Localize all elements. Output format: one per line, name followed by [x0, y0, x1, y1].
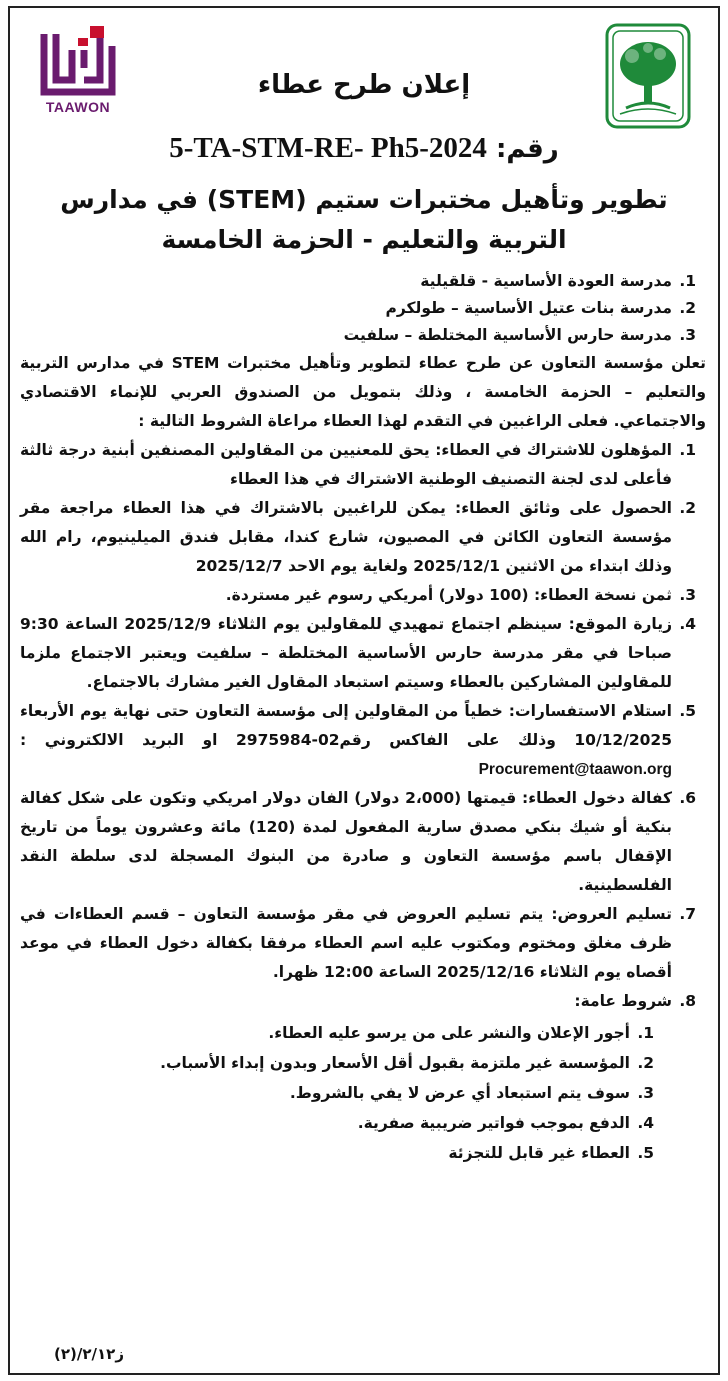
list-item — [20, 987, 674, 1168]
tender-headline — [30, 180, 698, 260]
list-item: 2. المؤسسة غير ملتزمة بقبول أقل الأسعار وبدون إبداء الأسباب. — [20, 1048, 632, 1078]
ref-code: 5-TA-STM-RE- Ph5-2024 — [169, 132, 487, 164]
list-item: 3. مدرسة حارس الأساسية المختلطة – سلفيت — [20, 322, 674, 349]
page-title: إعلان طرح عطاء — [257, 70, 471, 100]
conditions-list — [20, 436, 706, 1168]
announcement-frame — [8, 6, 720, 1375]
list-item — [20, 697, 674, 784]
list-item: 3. ثمن نسخة العطاء: (100 دولار) أمريكي رسوم غير مستردة. — [20, 581, 674, 610]
ref-label: رقم: — [495, 134, 559, 164]
email-link[interactable]: Procurement@taawon.org — [478, 761, 672, 778]
announcement-body — [20, 268, 706, 1168]
list-item: 1. المؤهلون للاشتراك في العطاء: يحق للمعنيين من المقاولين المصنفين أبنية درجة ثالثة فأعلى لدى لجنة التصنيف الوطنية الاشتراك في هذا العطاء — [20, 436, 674, 494]
ministry-emblem-icon — [604, 22, 692, 130]
list-item: 7. تسليم العروض: يتم تسليم العروض في مقر مؤسسة التعاون – قسم العطاءات في ظرف مغلق ومختوم ومكتوب عليه اسم العطاء مرفقا بكفالة دخول العطاء في موعد أقصاه يوم الثلاثاء 2025/12/16 الساعة 12:00 ظهرا. — [20, 900, 674, 987]
inquiries-text: استلام الاستفسارات: خطياً من المقاولين إلى مؤسسة التعاون حتى نهاية يوم الأربعاء 10/12/2025 وذلك على الفاكس رقم02-2975984 او البريد الالكتروني : — [20, 702, 672, 749]
footer-code: ز٢/١٢/(٢) — [54, 1345, 124, 1363]
general-terms-list — [20, 1018, 672, 1168]
list-item: 6. كفالة دخول العطاء: قيمتها (2،000 دولار) الفان دولار امريكي وتكون على شكل كفالة بنكية أو شيك بنكي مصدق سارية المفعول لمدة (120) مائة وعشرون يوماً من تاريخ الإقفال باسم مؤسسة التعاون و صادرة من البنوك المسجلة لدى سلطة النقد الفلسطينية. — [20, 784, 674, 900]
headline-line-1: تطوير وتأهيل مختبرات ستيم (STEM) في مدارس — [60, 185, 668, 214]
list-item: 2. مدرسة بنات عتيل الأساسية – طولكرم — [20, 295, 674, 322]
general-terms-label: شروط عامة: — [574, 992, 672, 1010]
list-item: 4. زيارة الموقع: سينظم اجتماع تمهيدي للمقاولين يوم الثلاثاء 2025/12/9 الساعة 9:30 صباحا في مقر مدرسة حارس الأساسية المختلطة – سلفيت ويعتبر الاجتماع ملزما للمقاولين المشاركين بالعطاء وسيتم استبعاد المقاول الغير مشارك بالاجتماع. — [20, 610, 674, 697]
list-item: 4. الدفع بموجب فواتير ضريبية صفرية. — [20, 1108, 632, 1138]
school-list — [20, 268, 706, 349]
intro-paragraph: تعلن مؤسسة التعاون عن طرح عطاء لتطوير وتأهيل مختبرات STEM في مدارس التربية والتعليم – الحزمة الخامسة ، وذلك بتمويل من الصندوق العربي للإنماء الاقتصادي والاجتماعي. فعلى الراغبين في التقدم لهذا العطاء مراعاة الشروط التالية : — [20, 354, 706, 430]
headline-line-2: التربية والتعليم - الحزمة الخامسة — [161, 225, 567, 254]
ministry-emblem — [604, 22, 692, 130]
list-item: 1. مدرسة العودة الأساسية - قلقيلية — [20, 268, 674, 295]
brand-name: TAAWON — [45, 99, 111, 115]
list-item: 3. سوف يتم استبعاد أي عرض لا يفي بالشروط. — [20, 1078, 632, 1108]
list-item: 1. أجور الإعلان والنشر على من يرسو عليه العطاء. — [20, 1018, 632, 1048]
list-item: 2. الحصول على وثائق العطاء: يمكن للراغبين بالاشتراك في هذا العطاء مراجعة مقر مؤسسة التعاون الكائن في المصيون، شارع كندا، مقابل فندق الميلينيوم، رام الله وذلك ابتداء من الاثنين 2025/12/1 ولغاية يوم الاحد 2025/12/7 — [20, 494, 674, 581]
list-item: 5. العطاء غير قابل للتجزئة — [20, 1138, 632, 1168]
taawon-logo — [38, 24, 118, 115]
tender-reference — [10, 132, 718, 165]
taawon-logo-icon — [38, 24, 118, 98]
